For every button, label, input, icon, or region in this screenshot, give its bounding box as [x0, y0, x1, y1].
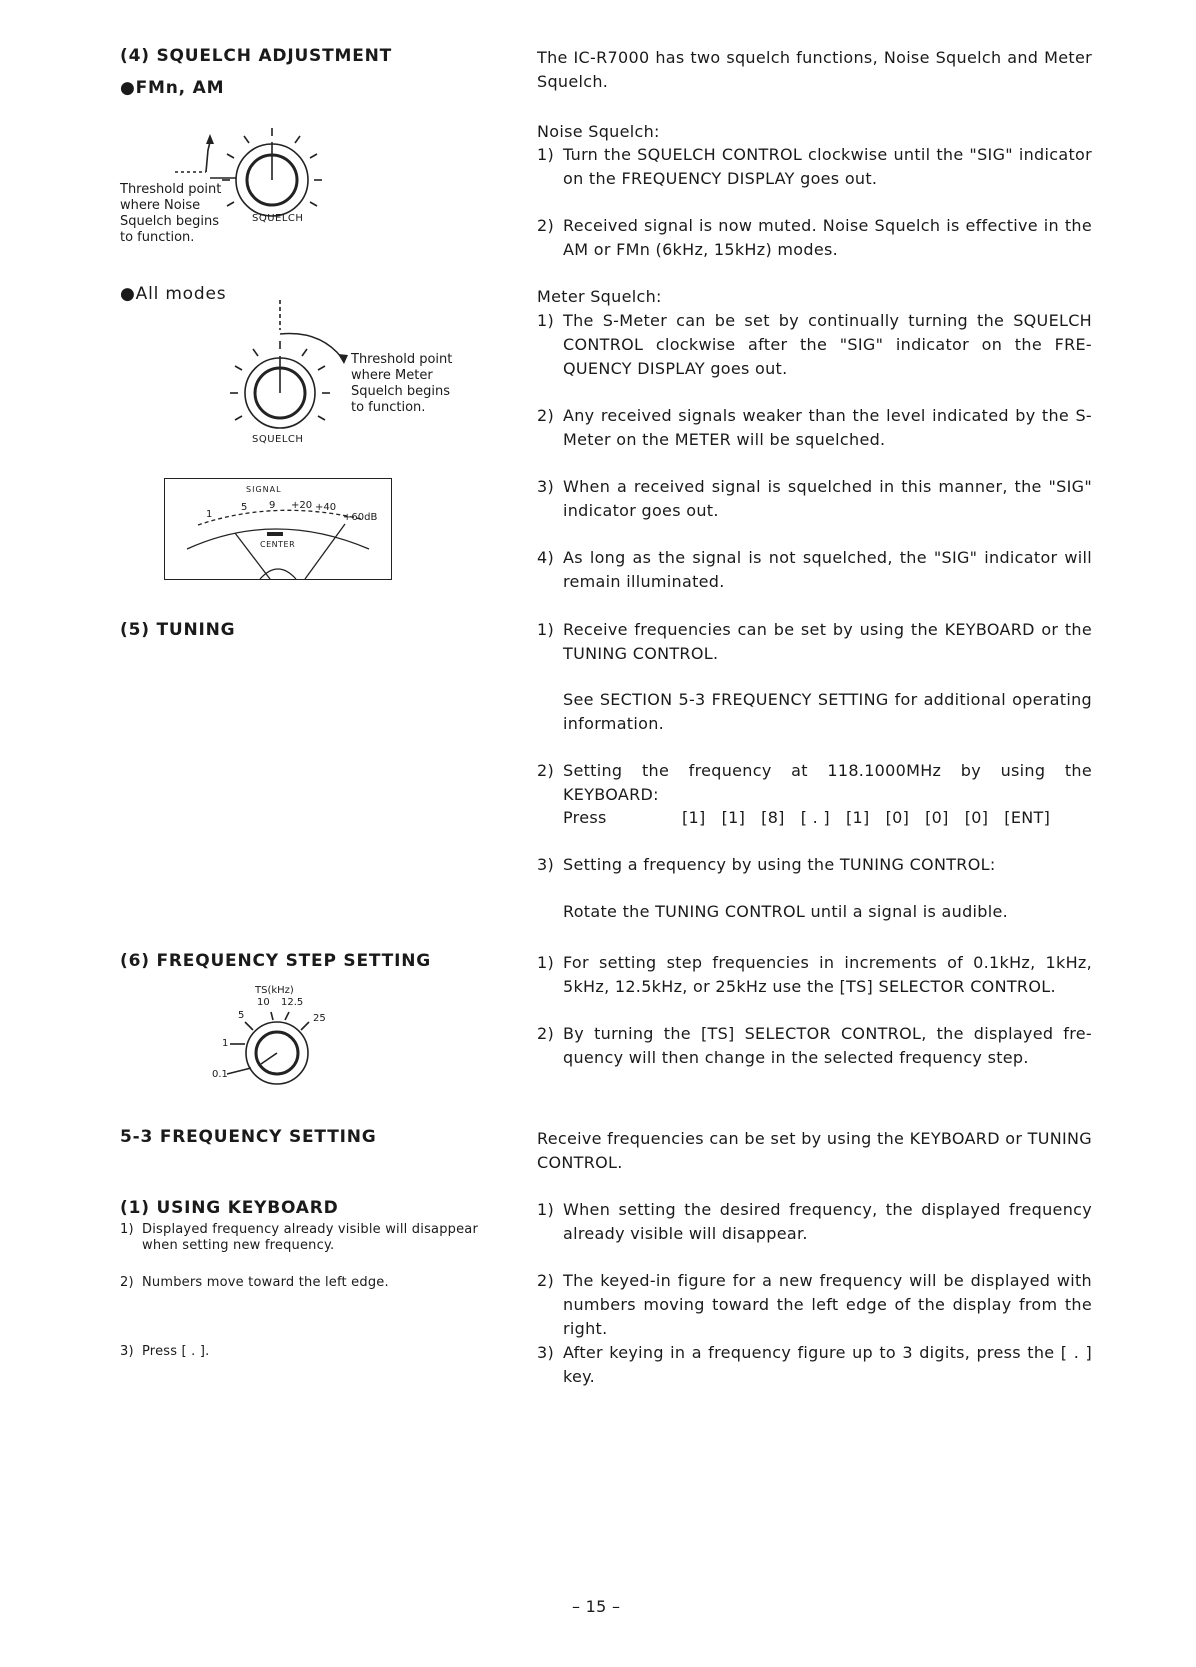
tuning-item-3: 3) Setting a frequency by using the TUNING CONTROL: [537, 855, 996, 874]
kb-note-1: 1) Displayed frequency already visible will disappear when setting new frequency. [120, 1222, 479, 1253]
ts-scale-25: 25 [313, 1013, 326, 1024]
ts-scale-12-5: 12.5 [281, 997, 304, 1008]
section-5-3-title: 5-3 FREQUENCY SETTING [120, 1127, 377, 1147]
ts-scale-1: 1 [222, 1038, 229, 1049]
noise-squelch-title: Noise Squelch: [537, 122, 660, 141]
key-dot: [ . ] [800, 808, 830, 827]
kb-note-3: 3) Press [ . ]. [120, 1344, 210, 1359]
ts-scale-5: 5 [238, 1010, 245, 1021]
step-item-2: 2) By turning the [TS] SELECTOR CONTROL, the displayed fre-quency will then change in the selected frequency step. [537, 1024, 1092, 1067]
s-meter-panel [164, 478, 392, 580]
section-using-keyboard-title: (1) USING KEYBOARD [120, 1198, 339, 1218]
noise-threshold-label: Threshold point where Noise Squelch begins to function. [120, 182, 222, 245]
key-0: [0] [885, 808, 910, 827]
meter-scale-plus20: +20 [291, 500, 313, 511]
meter-scale-plus40: +40 [315, 502, 337, 513]
section-5-title: (5) TUNING [120, 620, 236, 640]
meter-scale-9: 9 [269, 500, 276, 511]
meter-squelch-title: Meter Squelch: [537, 287, 662, 306]
key-1: [1] [682, 808, 706, 827]
section-6-title: (6) FREQUENCY STEP SETTING [120, 951, 431, 971]
squelch-intro: The IC-R7000 has two squelch functions, Noise Squelch and Meter Squelch. [537, 48, 1092, 91]
meter-scale-plus60db: +60dB [343, 512, 378, 523]
step-item-1: 1) For setting step frequencies in increments of 0.1kHz, 1kHz, 5kHz, 12.5kHz, or 25kHz use the [TS] SELECTOR CONTROL. [537, 953, 1092, 996]
kb-item-2: 2) The keyed-in figure for a new frequency will be displayed with numbers moving toward the left edge of the display from the right. [537, 1271, 1092, 1338]
meter-item-1: 1) The S-Meter can be set by continually turning the SQUELCH CONTROL clockwise after the "SIG" indicator on the FRE-QUENCY DISPLAY goes out. [537, 311, 1092, 378]
freq-setting-intro: Receive frequencies can be set by using the KEYBOARD or TUNING CONTROL. [537, 1129, 1092, 1172]
key-0: [0] [925, 808, 949, 827]
meter-threshold-label: Threshold point where Meter Squelch begins to function. [351, 352, 453, 415]
meter-scale-1: 1 [206, 509, 213, 520]
tuning-item-2: 2) Setting the frequency at 118.1000MHz by using the KEYBOARD: [537, 761, 1092, 804]
noise-item-1: 1) Turn the SQUELCH CONTROL clockwise until the "SIG" indicator on the FREQUENCY DISPLAY goes out. [537, 145, 1092, 188]
noise-item-2: 2) Received signal is now muted. Noise Squelch is effective in the AM or FMn (6kHz, 15kHz) modes. [537, 216, 1092, 259]
page-number: – 15 – [572, 1597, 621, 1616]
fmn-am-label: ●FMn, AM [120, 78, 225, 98]
meter-center-label: CENTER [260, 540, 296, 549]
ts-khz-label: TS(kHz) [255, 985, 294, 996]
meter-scale-5: 5 [241, 502, 248, 513]
meter-item-2: 2) Any received signals weaker than the level indicated by the S-Meter on the METER will be squelched. [537, 406, 1092, 449]
meter-squelch-knob-label: SQUELCH [252, 434, 304, 445]
ts-scale-10: 10 [257, 997, 270, 1008]
ts-scale-0-1: 0.1 [212, 1069, 228, 1080]
s-meter-scale-graphic [165, 479, 391, 579]
key-0: [0] [964, 808, 989, 827]
tuning-item-1: 1) Receive frequencies can be set by using the KEYBOARD or the TUNING CONTROL. [537, 620, 1092, 663]
meter-item-3: 3) When a received signal is squelched in this manner, the "SIG" indicator goes out. [537, 477, 1092, 520]
squelch-knob-label: SQUELCH [252, 213, 304, 224]
kb-item-3: 3) After keying in a frequency figure up to 3 digits, press the [ . ] key. [537, 1343, 1092, 1386]
key-1: [1] [845, 808, 870, 827]
keyboard-sequence [682, 806, 1066, 830]
press-label: Press [563, 808, 607, 827]
meter-signal-label: SIGNAL [246, 485, 282, 494]
section-4-title: (4) SQUELCH ADJUSTMENT [120, 46, 393, 66]
all-modes-label: ●All modes [120, 284, 227, 304]
key-8: [8] [761, 808, 785, 827]
kb-note-2: 2) Numbers move toward the left edge. [120, 1275, 389, 1290]
key-ent: [ENT] [1004, 808, 1051, 827]
kb-item-1: 1) When setting the desired frequency, the displayed frequency already visible will disappear. [537, 1200, 1092, 1243]
meter-item-4: 4) As long as the signal is not squelched, the "SIG" indicator will remain illuminated. [537, 548, 1092, 591]
rotate-instruction: Rotate the TUNING CONTROL until a signal is audible. [563, 902, 1009, 921]
tuning-see-section: See SECTION 5-3 FREQUENCY SETTING for additional operating information. [563, 690, 1092, 733]
key-1: [1] [721, 808, 746, 827]
